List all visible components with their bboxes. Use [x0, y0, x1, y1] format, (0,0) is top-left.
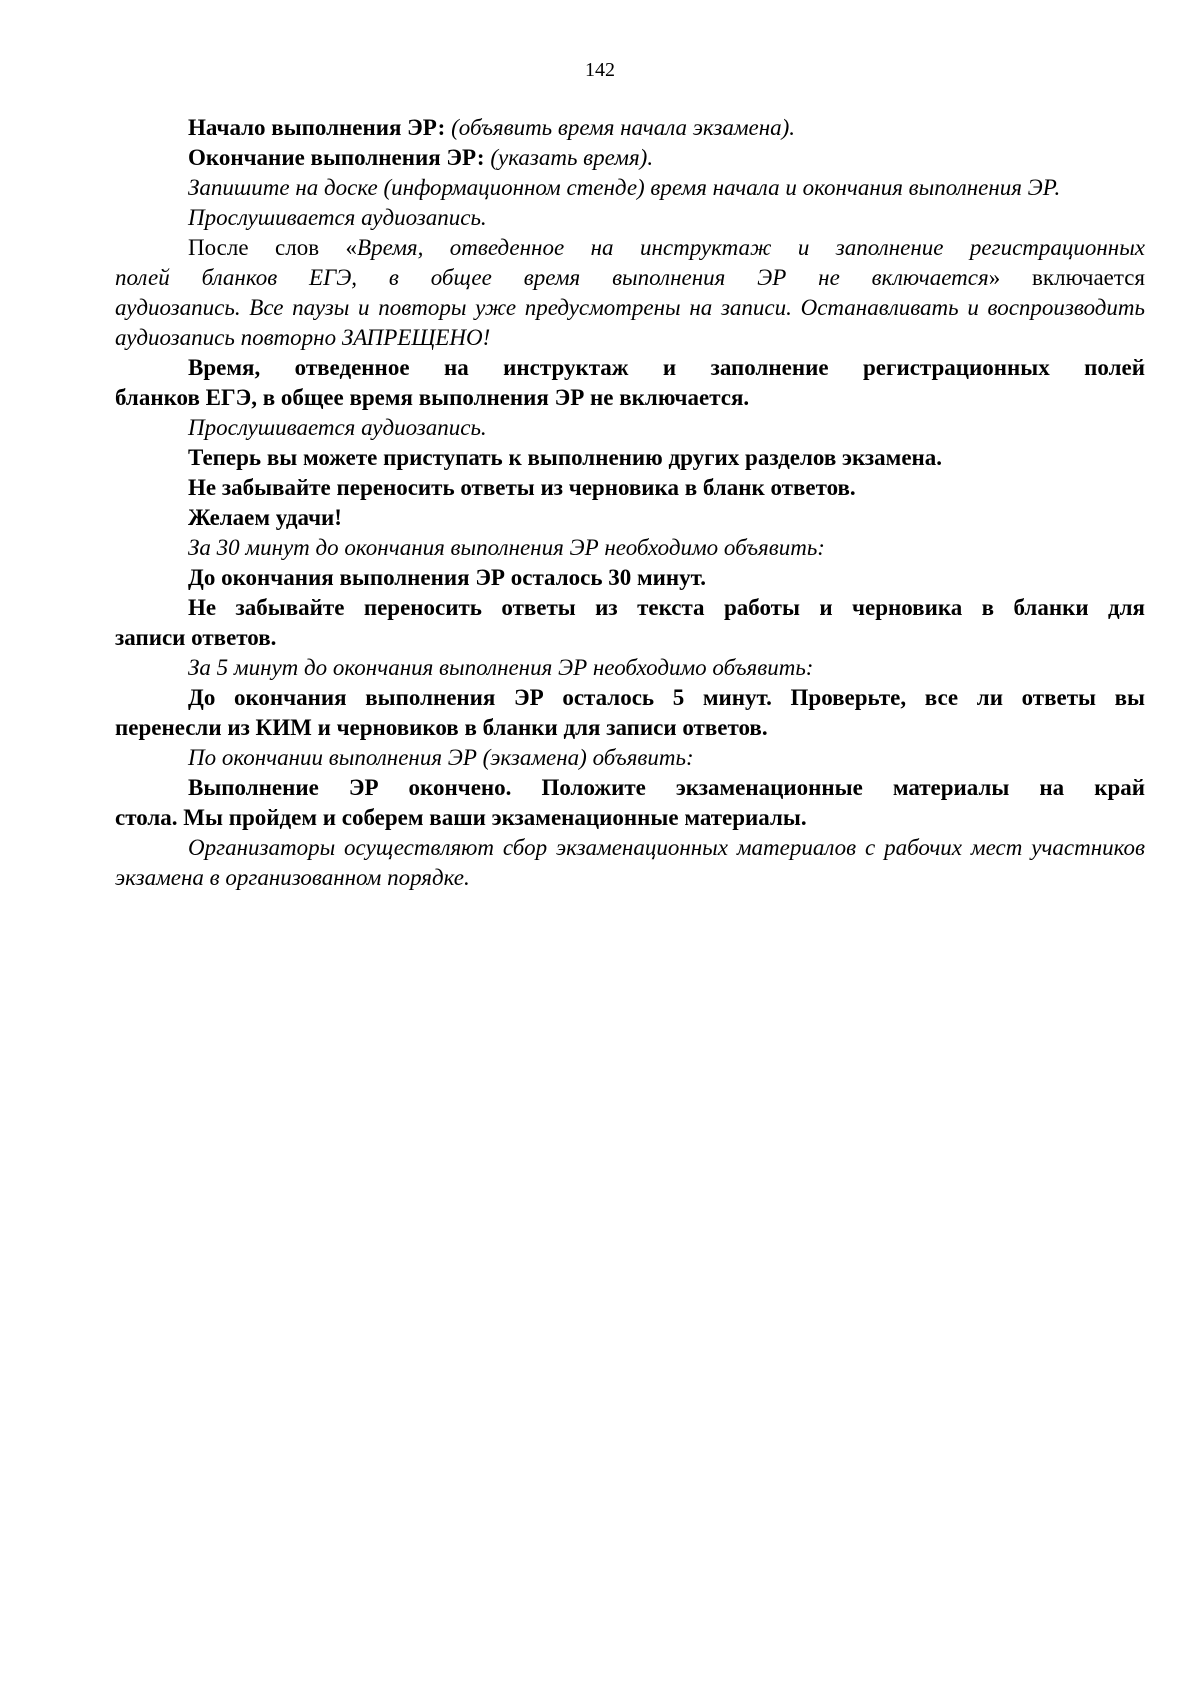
remain-30-line: До окончания выполнения ЭР осталось 30 минут.	[188, 565, 706, 590]
start-label: Начало выполнения ЭР:	[188, 115, 446, 140]
time-not-included: Время, отведенное на инструктаж и заполнение регистрационных полей бланков ЕГЭ, в общее время выполнения ЭР не включается.	[115, 355, 1145, 410]
remain-5-line: До окончания выполнения ЭР осталось 5 минут. Проверьте, все ли ответы вы перенесли из КИМ и черновиков в бланки для записи ответов.	[115, 685, 1145, 740]
end-label: Окончание выполнения ЭР:	[188, 145, 485, 170]
start-time-line	[115, 113, 1145, 143]
page-number: 142	[585, 59, 615, 81]
start-note: (объявить время начала экзамена).	[451, 115, 796, 140]
transfer-draft-line: Не забывайте переносить ответы из черновика в бланк ответов.	[188, 475, 856, 500]
finished-line: Выполнение ЭР окончено. Положите экзаменационные материалы на край стола. Мы пройдем и соберем ваши экзаменационные материалы.	[115, 775, 1145, 830]
after-words-paragraph	[115, 233, 1145, 353]
end-note: (указать время).	[490, 145, 654, 170]
after-words-line-1: После слов «Время, отведенное на инструктаж и заполнение регистрационных	[188, 235, 1145, 260]
note-end: По окончании выполнения ЭР (экзамена) объявить:	[188, 745, 694, 770]
note-5-minutes: За 5 минут до окончания выполнения ЭР необходимо объявить:	[188, 655, 814, 680]
collect-materials: Организаторы осуществляют сбор экзаменационных материалов с рабочих мест участников экзамена в организованном порядке.	[115, 835, 1145, 890]
audio-note-2: Прослушивается аудиозапись.	[188, 415, 487, 440]
audio-note-1: Прослушивается аудиозапись.	[188, 205, 487, 230]
after-words-line-2: полей бланков ЕГЭ, в общее время выполнения ЭР не включается» включается	[115, 265, 1145, 290]
document-body	[115, 113, 1145, 893]
board-instruction: Запишите на доске (информационном стенде) время начала и окончания выполнения ЭР.	[188, 175, 1061, 200]
note-30-minutes: За 30 минут до окончания выполнения ЭР необходимо объявить:	[188, 535, 825, 560]
proceed-line: Теперь вы можете приступать к выполнению других разделов экзамена.	[188, 445, 943, 470]
after-words-rest: аудиозапись. Все паузы и повторы уже предусмотрены на записи. Останавливать и воспроизводить аудиозапись повторно ЗАПРЕЩЕНО!	[115, 295, 1145, 350]
good-luck-line: Желаем удачи!	[188, 505, 342, 530]
transfer-all-line: Не забывайте переносить ответы из текста работы и черновика в бланки для записи ответов.	[115, 595, 1145, 650]
end-time-line	[115, 143, 1145, 173]
